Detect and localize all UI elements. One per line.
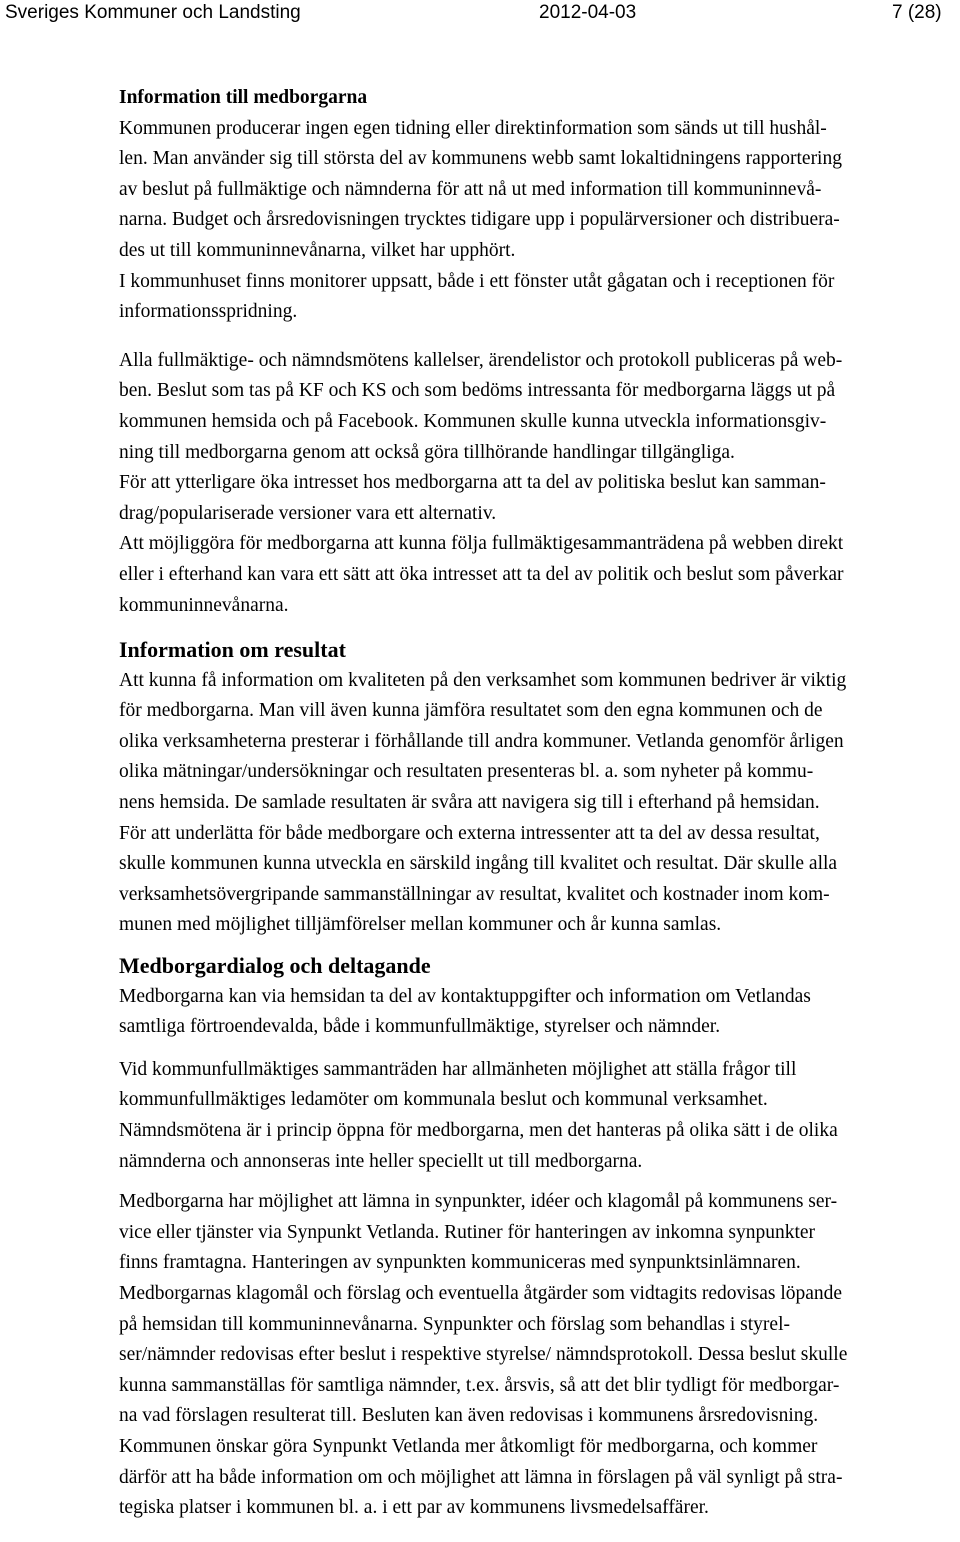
- paragraph-line: kommunfullmäktiges ledamöter om kommunala beslut och kommunal verksamhet.: [119, 1089, 768, 1111]
- paragraph-line: på hemsidan till kommuninnevånarna. Synpunkter och förslag som behandlas i styrel-: [119, 1313, 790, 1335]
- paragraph-sammantraden: [119, 1055, 957, 1177]
- paragraph-line: len. Man använder sig till största del av kommunens webb samt lokaltidningens rapportering: [119, 148, 842, 170]
- section-information-om-resultat: [119, 635, 957, 941]
- paragraph-publicering: [119, 346, 957, 621]
- paragraph-line: tegiska platser i kommunen bl. a. i ett par av kommunens livsmedelsaffärer.: [119, 1497, 709, 1519]
- paragraph-line: na vad förslagen resulterat till. Besluten kan även redovisas i kommunens årsredovisning.: [119, 1405, 819, 1427]
- paragraph-line: Medborgarna kan via hemsidan ta del av kontaktuppgifter och information om Vetlandas: [119, 985, 811, 1007]
- paragraph-line: munen med möjlighet tilljämförelser mellan kommuner och år kunna samlas.: [119, 914, 722, 936]
- section-heading: Information till medborgarna: [119, 87, 368, 108]
- paragraph-line: kommunen hemsida och på Facebook. Kommunen skulle kunna utveckla informationsgiv-: [119, 410, 827, 432]
- paragraph-line: Att kunna få information om kvaliteten på den verksamhet som kommunen bedriver är viktig: [119, 669, 847, 691]
- paragraph-line: Att möjliggöra för medborgarna att kunna följa fullmäktigesammanträdena på webben direkt: [119, 533, 844, 555]
- paragraph-line: olika mätningar/undersökningar och resultaten presenteras bl. a. som nyheter på kommu-: [119, 761, 814, 783]
- paragraph-line: Nämndsmötena är i princip öppna för medborgarna, men det hanteras på olika sätt i de olika: [119, 1120, 838, 1141]
- section-heading: Information om resultat: [119, 637, 346, 663]
- paragraph-line: av beslut på fullmäktige och nämnderna för att nå ut med information till kommuninnevå-: [119, 178, 822, 200]
- page-header: [0, 0, 960, 30]
- document-body: [119, 83, 957, 1524]
- header-date: 2012-04-03: [539, 2, 637, 23]
- paragraph-line: Medborgarnas klagomål och förslag och eventuella åtgärder som vidtagits redovisas löpande: [119, 1282, 843, 1304]
- section-information-till-medborgarna: [119, 83, 957, 328]
- paragraph-line: Alla fullmäktige- och nämndsmötens kallelser, ärendelistor och protokoll publiceras på web-: [119, 349, 843, 371]
- paragraph-line: För att underlätta för både medborgare och externa intressenter att ta del av dessa resultat,: [119, 822, 820, 844]
- paragraph-line: ben. Beslut som tas på KF och KS och som bedöms intressanta för medborgarna läggs ut på: [119, 380, 836, 402]
- paragraph-line: ser/nämnder redovisas efter beslut i respektive styrelse/ nämndsprotokoll. Dessa beslut skulle: [119, 1344, 848, 1366]
- paragraph-line: samtliga förtroendevalda, både i kommunfullmäktige, styrelser och nämnder.: [119, 1016, 721, 1038]
- paragraph-synpunkter: [119, 1187, 957, 1524]
- paragraph-line: drag/populariserade versioner vara ett alternativ.: [119, 502, 497, 524]
- paragraph-line: kunna sammanställas för samtliga nämnder, t.ex. årsvis, så att det blir tydligt för medborgar-: [119, 1374, 840, 1396]
- paragraph-line: informationsspridning.: [119, 301, 298, 323]
- header-organization: Sveriges Kommuner och Landsting: [5, 2, 301, 23]
- paragraph-line: Kommunen producerar ingen egen tidning eller direktinformation som sänds ut till hushål-: [119, 117, 827, 139]
- paragraph-line: nens hemsida. De samlade resultaten är svåra att navigera sig till i efterhand på hemsidan.: [119, 792, 820, 814]
- paragraph-line: därför att ha både information om och möjlighet att lämna in förslagen på väl synligt på stra-: [119, 1466, 843, 1488]
- paragraph-line: för medborgarna. Man vill även kunna jämföra resultatet som den egna kommunen och de: [119, 700, 823, 722]
- paragraph-line: narna. Budget och årsredovisningen trycktes tidigare upp i populärversioner och distribuera-: [119, 209, 840, 231]
- section-heading: Medborgardialog och deltagande: [119, 953, 431, 979]
- paragraph-line: vice eller tjänster via Synpunkt Vetlanda. Rutiner för hanteringen av inkomna synpunkter: [119, 1221, 816, 1243]
- paragraph-line: verksamhetsövergripande sammanställningar av resultat, kvalitet och kostnader inom kom-: [119, 883, 830, 905]
- paragraph-line: ning till medborgarna genom att också göra tillhörande handlingar tillgängliga.: [119, 441, 735, 463]
- paragraph-line: olika verksamheterna presterar i förhållande till andra kommuner. Vetlanda genomför årligen: [119, 730, 844, 752]
- paragraph-line: I kommunhuset finns monitorer uppsatt, både i ett fönster utåt gågatan och i receptionen för: [119, 270, 835, 292]
- paragraph-line: Medborgarna har möjlighet att lämna in synpunkter, idéer och klagomål på kommunens ser-: [119, 1191, 838, 1213]
- section-medborgardialog: [119, 951, 957, 1043]
- paragraph-line: Kommunen önskar göra Synpunkt Vetlanda mer åtkomligt för medborgarna, och kommer: [119, 1435, 818, 1457]
- paragraph-line: des ut till kommuninnevånarna, vilket har upphört.: [119, 239, 516, 261]
- paragraph-line: skulle kommunen kunna utveckla en särskild ingång till kvalitet och resultat. Där skulle alla: [119, 853, 838, 875]
- paragraph-line: eller i efterhand kan vara ett sätt att öka intresset att ta del av politik och beslut som påverkar: [119, 563, 844, 585]
- paragraph-line: finns framtagna. Hanteringen av synpunkten kommuniceras med synpunktsinlämnaren.: [119, 1252, 801, 1274]
- paragraph-line: För att ytterligare öka intresset hos medborgarna att ta del av politiska beslut kan samman-: [119, 472, 826, 494]
- paragraph-line: Vid kommunfullmäktiges sammanträden har allmänheten möjlighet att ställa frågor till: [119, 1058, 797, 1080]
- header-page-number: 7 (28): [892, 2, 942, 23]
- paragraph-line: nämnderna och annonseras inte heller speciellt ut till medborgarna.: [119, 1150, 643, 1172]
- paragraph-line: kommuninnevånarna.: [119, 594, 289, 616]
